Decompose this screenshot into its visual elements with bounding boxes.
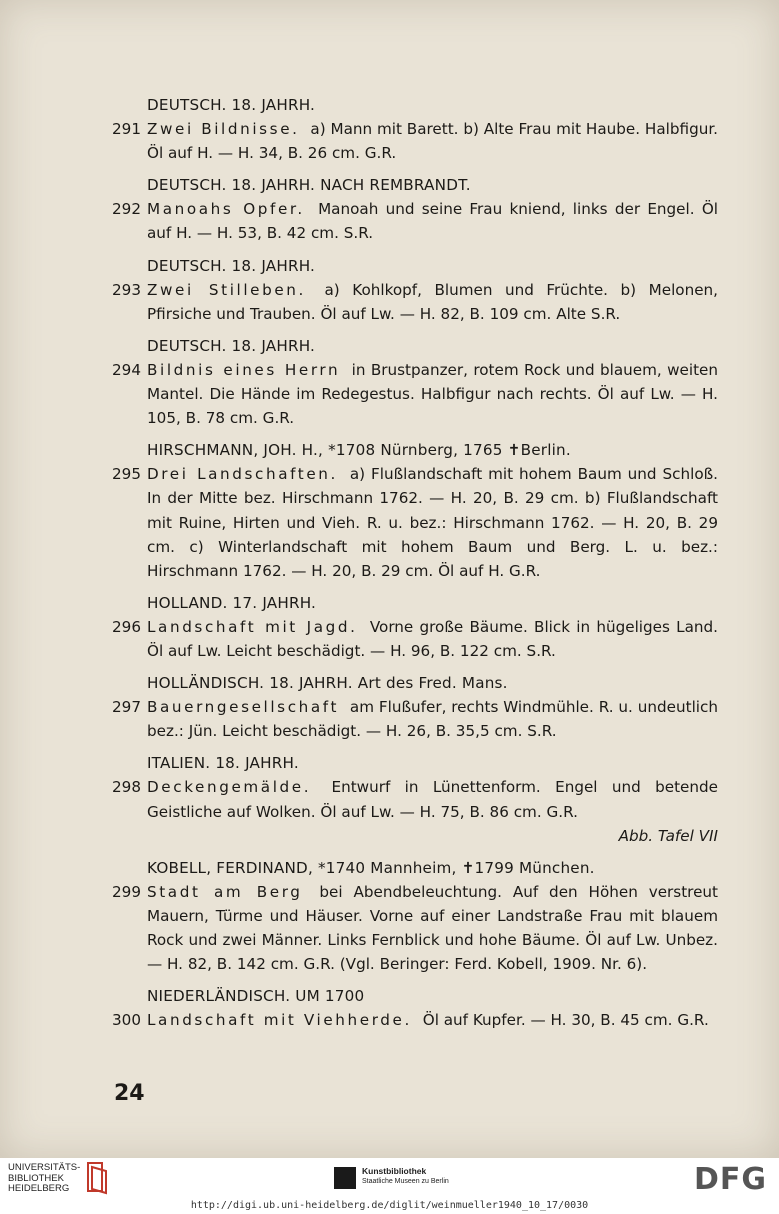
entry-title: Manoahs Opfer. — [147, 200, 305, 219]
entry-number: 299 — [112, 882, 141, 901]
section-header: NIEDERLÄNDISCH. UM 1700 — [147, 987, 365, 1006]
entry-number: 295 — [112, 465, 141, 484]
entry-description: bei Abendbeleuchtung. Auf den Höhen verstreut Mauern, Türme und Häuser. Vorne auf einer Landstraße Frau mit blauem Rock und zwei Männer. Links Fernblick und hohe Bäume. Öl auf Lw. Unbez. — H. 82, B. 142 cm. G.R. (Vgl. Beringer: Ferd. Kobell, 1909. Nr. 6). — [147, 882, 718, 974]
section-header: ITALIEN. 18. JAHRH. — [147, 754, 299, 773]
catalog-entry — [112, 462, 718, 582]
ub-heidelberg-logo[interactable] — [8, 1163, 80, 1195]
section-header: DEUTSCH. 18. JAHRH. NACH REMBRANDT. — [147, 176, 471, 195]
catalog-entry — [112, 1008, 718, 1032]
section-header: DEUTSCH. 18. JAHRH. — [147, 256, 316, 275]
viewer-footer — [0, 1158, 779, 1198]
entry-number: 297 — [112, 698, 141, 717]
entry-title: Deckengemälde. — [147, 778, 312, 797]
entry-number: 291 — [112, 120, 141, 139]
entry-description: Entwurf in Lünettenform. Engel und betende Geistliche auf Wolken. Öl auf Lw. — H. 75, B. 86 cm. G.R. — [147, 778, 719, 821]
section-header: HOLLÄNDISCH. 18. JAHRH. Art des Fred. Mans. — [147, 674, 508, 693]
section-header: DEUTSCH. 18. JAHRH. — [147, 96, 316, 114]
catalog-entry — [112, 197, 718, 245]
ub-emblem-icon — [82, 1161, 108, 1195]
entry-description: Manoah und seine Frau kniend, links der Engel. Öl auf H. — H. 53, B. 42 cm. S.R. — [147, 200, 718, 243]
entry-number: 294 — [112, 360, 141, 379]
entry-description: am Flußufer, rechts Windmühle. R. u. undeutlich bez.: Jün. Leicht beschädigt. — H. 26, B. 35,5 cm. S.R. — [147, 698, 718, 741]
catalog-entry — [112, 880, 718, 976]
kb-subtitle: Staatliche Museen zu Berlin — [362, 1178, 449, 1185]
catalog-entry — [112, 775, 718, 823]
catalog-entry — [112, 358, 718, 430]
entry-title: Drei Landschaften. — [147, 465, 338, 484]
entry-description: Vorne große Bäume. Blick in hügeliges Land. Öl auf Lw. Leicht beschädigt. — H. 96, B. 122 cm. S.R. — [147, 617, 718, 660]
entry-title: Stadt am Berg — [147, 882, 303, 901]
section-header: KOBELL, FERDINAND, *1740 Mannheim, ✝1799 München. — [147, 858, 595, 877]
entry-description: a) Kohlkopf, Blumen und Früchte. b) Melonen, Pfirsiche und Trauben. Öl auf Lw. — H. 82, B. 109 cm. Alte S.R. — [147, 280, 719, 323]
section-header: HOLLAND. 17. JAHRH. — [147, 593, 317, 612]
entry-title: Bauerngesellschaft — [147, 698, 340, 717]
entry-title: Bildnis eines Herrn — [147, 360, 341, 379]
entry-number: 298 — [112, 778, 141, 797]
entry-number: 300 — [112, 1011, 141, 1030]
entry-number: 296 — [112, 617, 141, 636]
kunstbibliothek-icon — [334, 1167, 356, 1189]
section-header: HIRSCHMANN, JOH. H., *1708 Nürnberg, 1765 ✝Berlin. — [147, 441, 571, 460]
kb-title: Kunstbibliothek — [362, 1166, 427, 1176]
catalog-entry — [112, 615, 718, 663]
catalog-entry — [112, 117, 718, 165]
permalink-url[interactable]: http://digi.ub.uni-heidelberg.de/diglit/weinmueller1940_10_17/0030 — [0, 1198, 779, 1214]
entry-title: Zwei Bildnisse. — [147, 120, 300, 139]
entry-title: Landschaft mit Viehherde. — [147, 1011, 412, 1030]
page-number: 24 — [114, 1081, 145, 1106]
plate-reference: Abb. Tafel VII — [618, 826, 718, 845]
entry-title: Landschaft mit Jagd. — [147, 617, 358, 636]
catalog-entry — [112, 695, 718, 743]
entry-description: a) Mann mit Barett. b) Alte Frau mit Haube. Halbfigur. Öl auf H. — H. 34, B. 26 cm. G.R. — [147, 120, 719, 163]
entry-description: Öl auf Kupfer. — H. 30, B. 45 cm. G.R. — [422, 1011, 709, 1030]
section-header: DEUTSCH. 18. JAHRH. — [147, 336, 316, 355]
entry-description: in Brustpanzer, rotem Rock und blauem, weiten Mantel. Die Hände im Redegestus. Halbfigur nach rechts. Öl auf Lw. — H. 105, B. 78 cm. G.R. — [147, 360, 719, 428]
dfg-logo[interactable]: DFG — [693, 1162, 767, 1197]
entry-number: 293 — [112, 280, 141, 299]
ub-logo-line: HEIDELBERG — [8, 1183, 70, 1194]
catalog-text — [112, 93, 718, 1032]
entry-title: Zwei Stilleben. — [147, 280, 306, 299]
ub-logo-line: UNIVERSITÄTS- — [8, 1162, 81, 1173]
entry-number: 292 — [112, 200, 141, 219]
catalog-entry — [112, 278, 718, 326]
entry-description: a) Flußlandschaft mit hohem Baum und Schloß. In der Mitte bez. Hirschmann 1762. — H. 20, B. 29 cm. b) Flußlandschaft mit Ruine, Hirten und Vieh. R. u. bez.: Hirschmann 1762. — H. 20, B. 29 cm. c) Winterlandschaft mit hohem Baum und Berg. L. u. bez.: Hirschmann 1762. — H. 20, B. 29 cm. Öl auf H. G.R. — [147, 465, 719, 580]
ub-logo-line: BIBLIOTHEK — [8, 1172, 64, 1184]
